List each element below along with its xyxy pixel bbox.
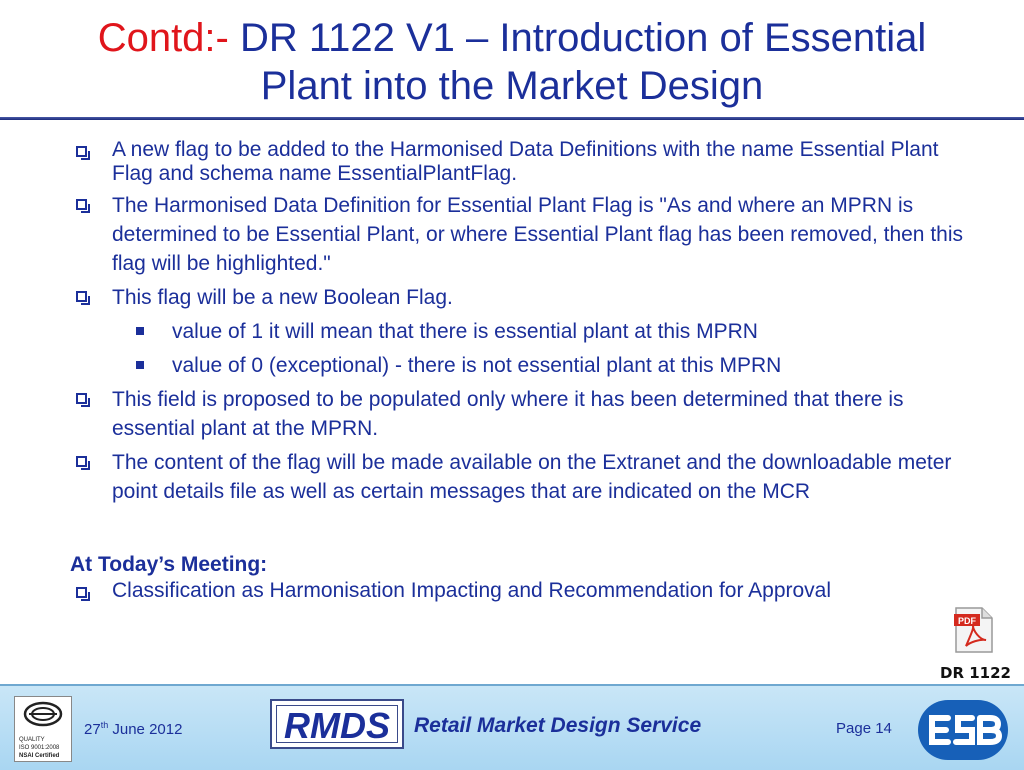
esb-logo-icon [918, 700, 1008, 760]
cert-line: QUALITY [19, 737, 45, 743]
footer-date: 27th June 2012 [84, 720, 183, 738]
checkbox-bullet-icon [76, 587, 87, 598]
bullet-item: The Harmonised Data Definition for Essential Plant Flag is "As and where an MPRN is determined to be Essential Plant, or where Essential Plant flag has been removed, then this flag will be highlighted." [70, 191, 970, 278]
cert-line: ISO 9001:2008 [19, 745, 60, 751]
title-prefix: Contd:- [97, 16, 229, 60]
nsai-certification-logo [14, 696, 72, 762]
pdf-icon[interactable] [954, 606, 994, 654]
footer-bar [0, 684, 1024, 770]
checkbox-bullet-icon [76, 456, 87, 467]
bullet-item: A new flag to be added to the Harmonised Data Definitions with the name Essential Plant Flag and schema name EssentialPlantFlag. [70, 138, 970, 186]
sub-bullet-item: value of 0 (exceptional) - there is not essential plant at this MPRN [70, 351, 970, 380]
square-bullet-icon [136, 327, 144, 335]
attachment-label[interactable]: DR 1122 [940, 664, 1011, 682]
meeting-heading: At Today’s Meeting: [70, 553, 268, 576]
checkbox-bullet-icon [76, 393, 87, 404]
pdf-badge-text: PDF [958, 616, 976, 626]
sub-bullet-item: value of 1 it will mean that there is essential plant at this MPRN [70, 317, 970, 346]
checkbox-bullet-icon [76, 146, 87, 157]
cert-line: NSAI Certified [19, 753, 60, 759]
page-number: Page 14 [836, 720, 892, 737]
bullet-item: The content of the flag will be made available on the Extranet and the downloadable meter point details file as well as certain messages that are indicated on the MCR [70, 448, 970, 506]
slide-title [0, 14, 1024, 110]
rmds-logo: RMDS [270, 699, 404, 749]
slide-body [70, 138, 970, 608]
square-bullet-icon [136, 361, 144, 369]
title-divider [0, 117, 1024, 120]
meeting-item: Classification as Harmonisation Impacting and Recommendation for Approval [70, 579, 970, 603]
checkbox-bullet-icon [76, 199, 87, 210]
title-line1: DR 1122 V1 – Introduction of Essential [228, 16, 927, 60]
quality-eye-icon [15, 697, 71, 731]
bullet-item: This flag will be a new Boolean Flag. [70, 283, 970, 312]
bullet-item: This field is proposed to be populated only where it has been determined that there is essential plant at the MPRN. [70, 385, 970, 443]
title-line2: Plant into the Market Design [260, 64, 764, 108]
checkbox-bullet-icon [76, 291, 87, 302]
service-name: Retail Market Design Service [414, 714, 702, 737]
